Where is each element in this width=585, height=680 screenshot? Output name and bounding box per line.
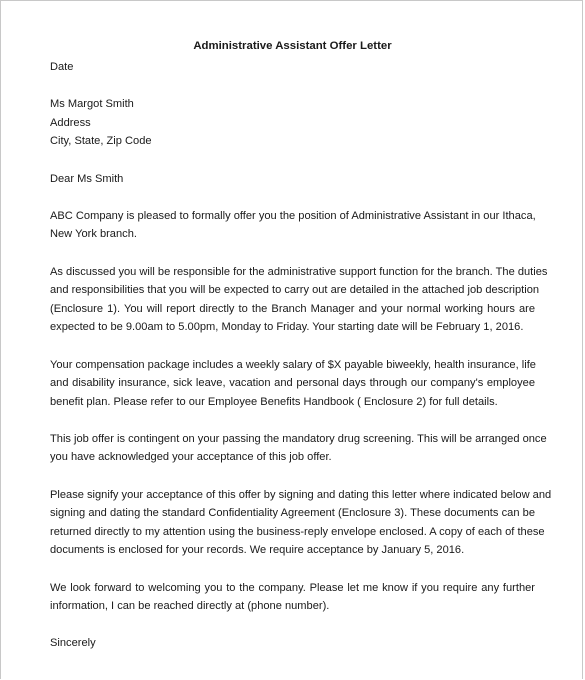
paragraph-acceptance [50,486,552,560]
paragraph-line: As discussed you will be responsible for the administrative support function for the branch. The duties [50,265,548,278]
paragraph-line: documents is enclosed for your records. We require acceptance by January 5, 2016. [50,544,465,557]
paragraph-line: Your compensation package includes a weekly salary of $X payable biweekly, health insurance, life [50,358,536,371]
recipient-address: Address [50,116,91,129]
letter-title: Administrative Assistant Offer Letter [193,40,392,52]
paragraph-line: New York branch. [50,228,137,241]
paragraph-welcome [50,579,535,616]
paragraph-line: We look forward to welcoming you to the company. Please let me know if you require any further [50,581,535,594]
paragraph-line: returned directly to my attention using the business-reply envelope enclosed. A copy of each of these [50,525,545,538]
paragraph-duties [50,263,548,337]
paragraph-line: expected to be 9.00am to 5.00pm, Monday to Friday. Your starting date will be February 1, 2016. [50,321,524,334]
paragraph-offer [50,207,535,244]
recipient-city-line: City, State, Zip Code [50,135,152,148]
paragraph-line: signing and dating the standard Confidentiality Agreement (Enclosure 3). These documents can be [50,507,535,520]
salutation: Dear Ms Smith [50,172,124,185]
paragraph-line: and responsibilities that you will be expected to carry out are detailed in the attached job description [50,284,540,297]
date-line: Date [50,61,74,73]
paragraph-line: information, I can be reached directly at (phone number). [50,600,330,613]
paragraph-line: you have acknowledged your acceptance of this job offer. [50,451,332,464]
paragraph-drug-screening [50,430,547,467]
paragraph-line: Please signify your acceptance of this offer by signing and dating this letter where indicated below and [50,488,552,501]
paragraph-line: This job offer is contingent on your passing the mandatory drug screening. This will be arranged once [50,432,547,445]
paragraph-compensation [50,356,535,412]
paragraph-line: ABC Company is pleased to formally offer you the position of Administrative Assistant in our Ithaca, [50,209,536,222]
closing: Sincerely [50,637,96,650]
recipient-name: Ms Margot Smith [50,98,134,111]
letter-body [50,39,552,653]
paragraph-line: and disability insurance, sick leave, vacation and personal days through our company's employee [50,377,535,390]
paragraph-line: benefit plan. Please refer to our Employee Benefits Handbook ( Enclosure 2) for full details. [50,395,498,408]
paragraph-line: (Enclosure 1). You will report directly to the Branch Manager and your normal working hours are [50,302,535,315]
